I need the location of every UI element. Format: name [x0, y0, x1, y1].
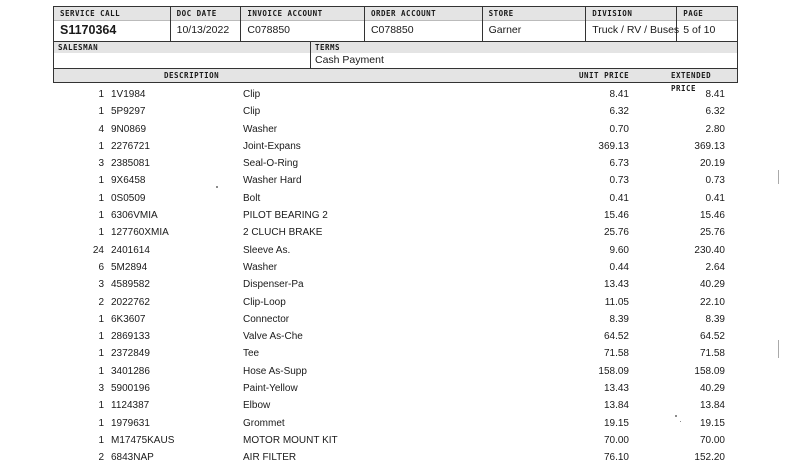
terms-cell [311, 42, 737, 68]
item-description: MOTOR MOUNT KIT [243, 434, 338, 446]
scan-speck [675, 415, 677, 417]
item-unit-price: 0.41 [609, 192, 629, 204]
item-qty: 1 [98, 89, 104, 100]
line-item-row [0, 415, 798, 432]
item-extended-price: 13.84 [699, 400, 725, 412]
item-part-number: 5900196 [111, 383, 150, 395]
line-item-row [0, 294, 798, 311]
item-part-number: 1V1984 [111, 89, 146, 100]
line-item-row [0, 259, 798, 276]
item-qty: 1 [98, 192, 104, 204]
scan-speck [216, 186, 218, 188]
salesman-cell [54, 42, 311, 68]
item-qty: 24 [92, 244, 104, 256]
doc-date-value: 10/13/2022 [176, 24, 230, 36]
item-extended-price: 40.29 [699, 279, 725, 291]
item-unit-price: 0.70 [609, 123, 629, 135]
item-part-number: 2372849 [111, 348, 150, 360]
page-cell [677, 7, 737, 41]
description-column-header: DESCRIPTION [164, 71, 220, 80]
item-qty: 1 [98, 348, 104, 360]
item-description: Washer Hard [243, 175, 302, 187]
item-part-number: 9X6458 [111, 175, 146, 187]
item-description: Dispenser-Pa [243, 279, 304, 291]
item-part-number: 5P9297 [111, 106, 146, 118]
item-qty: 1 [98, 365, 104, 377]
service-call-label: SERVICE CALL [54, 7, 170, 21]
item-description: Grommet [243, 417, 285, 429]
item-description: Seal-O-Ring [243, 158, 299, 170]
line-item-row [0, 103, 798, 120]
item-part-number: 4589582 [111, 279, 150, 291]
item-unit-price: 13.84 [603, 400, 629, 412]
item-description: Sleeve As. [243, 244, 291, 256]
item-qty: 1 [98, 434, 104, 446]
line-item-row [0, 363, 798, 380]
line-item-row [0, 155, 798, 172]
item-part-number: 127760XMIA [111, 227, 169, 239]
item-description: Bolt [243, 192, 261, 204]
store-value: Garner [488, 24, 522, 36]
line-item-row [0, 224, 798, 241]
item-qty: 3 [98, 279, 104, 291]
item-qty: 4 [98, 123, 104, 135]
item-description: Hose As-Supp [243, 365, 307, 377]
item-part-number: 0S0509 [111, 192, 146, 204]
item-extended-price: 8.41 [705, 89, 725, 100]
line-item-row [0, 345, 798, 362]
item-unit-price: 25.76 [603, 227, 629, 239]
order-account-label: ORDER ACCOUNT [365, 7, 482, 21]
division-label: DIVISION [586, 7, 676, 21]
scan-mark [778, 340, 779, 358]
item-extended-price: 8.39 [705, 313, 725, 325]
item-unit-price: 71.58 [603, 348, 629, 360]
item-part-number: 6306VMIA [111, 210, 158, 222]
item-qty: 1 [98, 417, 104, 429]
line-item-row [0, 207, 798, 224]
terms-label: TERMS [311, 42, 737, 53]
item-description: 2 CLUCH BRAKE [243, 227, 323, 239]
item-part-number: M17475KAUS [111, 434, 175, 446]
item-description: Tee [243, 348, 260, 360]
item-extended-price: 64.52 [699, 331, 725, 343]
store-cell [483, 7, 587, 41]
order-account-value: C078850 [370, 24, 414, 36]
item-description: Washer [243, 261, 278, 273]
page-label: PAGE [677, 7, 737, 21]
service-call-cell [54, 7, 171, 41]
item-unit-price: 19.15 [603, 417, 629, 429]
line-item-row [0, 397, 798, 414]
item-qty: 1 [98, 175, 104, 187]
item-qty: 3 [98, 158, 104, 170]
page-value: 5 of 10 [683, 24, 716, 36]
division-value: Truck / RV / Buses [592, 24, 680, 36]
item-description: Valve As-Che [243, 331, 303, 343]
item-extended-price: 25.76 [699, 227, 725, 239]
item-unit-price: 6.32 [609, 106, 629, 118]
item-unit-price: 11.05 [604, 296, 629, 308]
item-qty: 1 [98, 400, 104, 412]
item-description: Clip-Loop [243, 296, 286, 308]
item-qty: 6 [98, 261, 104, 273]
line-item-row [0, 138, 798, 155]
item-extended-price: 369.13 [694, 140, 725, 152]
item-unit-price: 13.43 [603, 279, 629, 291]
item-part-number: 1124387 [111, 400, 150, 412]
line-item-row [0, 242, 798, 259]
item-extended-price: 6.32 [705, 106, 725, 118]
item-unit-price: 70.00 [603, 434, 629, 446]
item-extended-price: 70.00 [699, 434, 725, 446]
item-extended-price: 2.64 [705, 261, 725, 273]
item-part-number: 2022762 [111, 296, 150, 308]
column-header-row [53, 68, 738, 93]
item-part-number: 9N0869 [111, 123, 147, 135]
item-description: PILOT BEARING 2 [243, 210, 328, 222]
item-extended-price: 71.58 [699, 348, 725, 360]
item-unit-price: 8.39 [609, 313, 629, 325]
terms-value: Cash Payment [315, 54, 384, 66]
item-extended-price: 22.10 [699, 296, 725, 308]
invoice-account-label: INVOICE ACCOUNT [241, 7, 364, 21]
item-extended-price: 2.80 [705, 123, 725, 135]
service-call-value: S1170364 [60, 23, 117, 37]
line-item-row [0, 311, 798, 328]
item-part-number: 2385081 [111, 158, 150, 170]
line-item-row [0, 190, 798, 207]
item-description: Washer [243, 123, 278, 135]
item-extended-price: 158.09 [694, 365, 725, 377]
item-part-number: 5M2894 [111, 261, 148, 273]
scan-speck [680, 421, 681, 422]
item-description: Joint-Expans [243, 140, 301, 152]
item-description: Connector [243, 313, 290, 325]
line-item-row [0, 432, 798, 449]
line-item-row [0, 121, 798, 138]
item-part-number: 2869133 [111, 331, 150, 343]
line-item-row [0, 328, 798, 345]
division-cell [586, 7, 680, 41]
line-item-row [0, 172, 798, 189]
item-qty: 2 [98, 296, 104, 308]
header-row-terms [53, 41, 738, 68]
item-part-number: 1979631 [111, 417, 150, 429]
item-unit-price: 6.73 [609, 158, 629, 170]
item-unit-price: 9.60 [609, 244, 629, 256]
item-extended-price: 40.29 [699, 383, 725, 395]
item-unit-price: 76.10 [603, 452, 629, 464]
unit-price-column-header: UNIT PRICE [579, 71, 630, 80]
line-item-row [0, 276, 798, 293]
item-description: Clip [243, 89, 261, 100]
item-qty: 1 [98, 227, 104, 239]
item-part-number: 6843NAP [111, 452, 154, 464]
item-extended-price: 20.19 [699, 158, 725, 170]
line-item-row [0, 380, 798, 397]
item-qty: 1 [98, 313, 104, 325]
item-unit-price: 13.43 [603, 383, 629, 395]
item-description: Elbow [243, 400, 271, 412]
invoice-account-value: C078850 [247, 24, 290, 36]
item-unit-price: 8.41 [609, 89, 629, 100]
item-unit-price: 15.46 [603, 210, 629, 222]
item-unit-price: 369.13 [598, 140, 629, 152]
item-part-number: 2401614 [111, 244, 150, 256]
line-item-row [0, 86, 798, 103]
item-extended-price: 230.40 [694, 244, 725, 256]
item-description: Clip [243, 106, 261, 118]
item-qty: 1 [98, 331, 104, 343]
item-description: Paint-Yellow [243, 383, 298, 395]
item-part-number: 2276721 [111, 140, 150, 152]
order-account-cell [365, 7, 483, 41]
invoice-account-cell [241, 7, 365, 41]
store-label: STORE [483, 7, 586, 21]
doc-date-cell [171, 7, 242, 41]
invoice-header [53, 6, 738, 93]
scan-mark [778, 170, 779, 184]
item-unit-price: 64.52 [603, 331, 629, 343]
item-qty: 1 [98, 106, 104, 118]
header-row-top [53, 6, 738, 41]
item-qty: 2 [98, 452, 104, 464]
salesman-label: SALESMAN [54, 42, 310, 53]
item-unit-price: 0.73 [609, 175, 629, 187]
item-description: AIR FILTER [243, 452, 297, 464]
item-extended-price: 152.20 [694, 452, 725, 464]
item-extended-price: 15.46 [699, 210, 725, 222]
extended-price-column-header: EXTENDED PRICE [671, 71, 712, 93]
item-extended-price: 19.15 [699, 417, 725, 429]
item-unit-price: 0.44 [609, 261, 629, 273]
item-extended-price: 0.41 [705, 192, 725, 204]
item-qty: 3 [98, 383, 104, 395]
item-part-number: 3401286 [111, 365, 150, 377]
item-qty: 1 [98, 210, 104, 222]
line-item-row [0, 449, 798, 466]
line-items [0, 86, 798, 467]
item-unit-price: 158.09 [598, 365, 629, 377]
item-part-number: 6K3607 [111, 313, 146, 325]
doc-date-label: DOC DATE [171, 7, 241, 21]
item-extended-price: 0.73 [705, 175, 725, 187]
item-qty: 1 [98, 140, 104, 152]
